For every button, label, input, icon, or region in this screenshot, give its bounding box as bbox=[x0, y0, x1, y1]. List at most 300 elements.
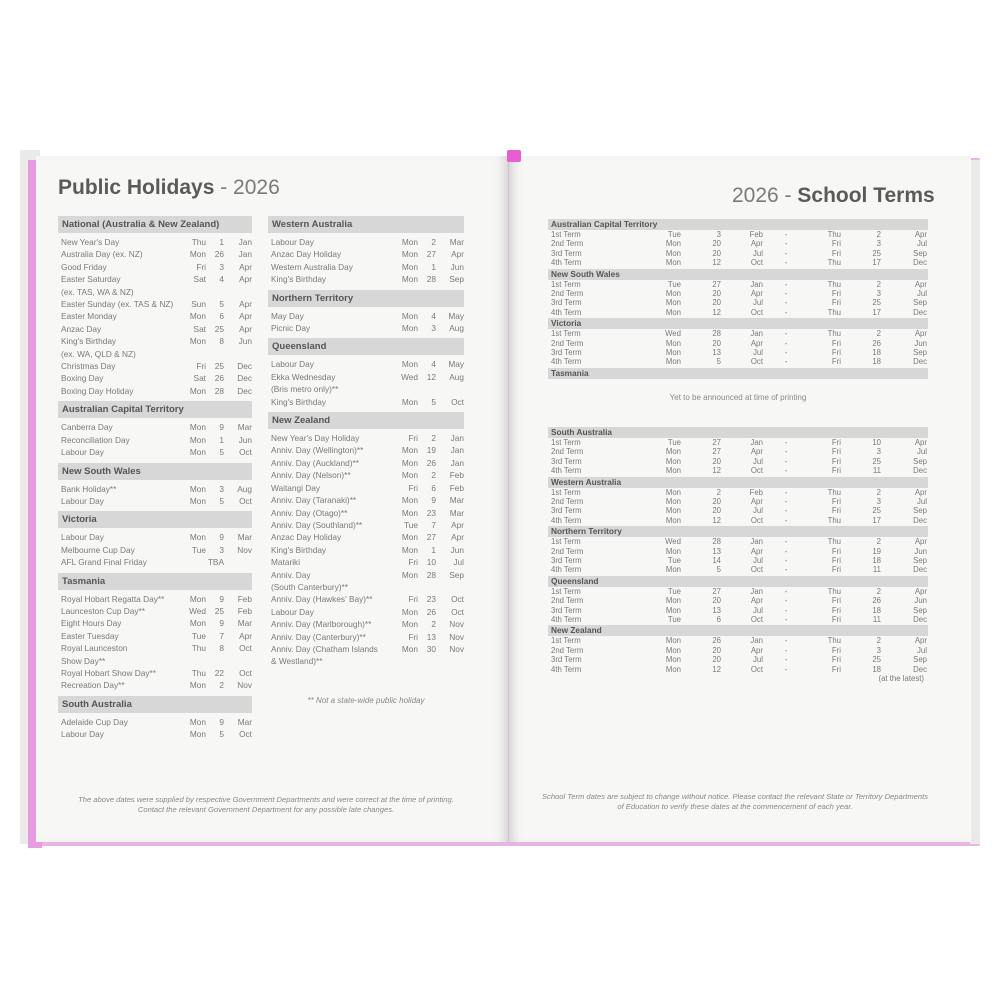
start-weekday: Mon bbox=[665, 248, 681, 258]
end-weekday: Fri bbox=[831, 466, 841, 476]
term-name: 3rd Term bbox=[551, 655, 582, 665]
term-name: 2nd Term bbox=[551, 645, 584, 655]
holiday-weekday: Fri bbox=[196, 361, 206, 372]
end-weekday: Fri bbox=[831, 664, 841, 674]
holiday-row bbox=[58, 531, 252, 543]
holiday-row bbox=[58, 298, 252, 310]
holiday-name: Easter Sunday (ex. TAS & NZ) bbox=[61, 299, 174, 310]
holiday-weekday: Mon bbox=[401, 507, 418, 518]
holiday-row bbox=[58, 446, 252, 458]
term-row bbox=[548, 565, 928, 574]
holiday-name: Anzac Day bbox=[61, 323, 102, 334]
holiday-row bbox=[58, 248, 252, 260]
start-month: Jan bbox=[750, 329, 763, 339]
section-header: Western Australia bbox=[268, 216, 464, 233]
term-row bbox=[548, 357, 928, 366]
holiday-weekday: Mon bbox=[401, 470, 418, 481]
holiday-date: 2 bbox=[219, 680, 224, 691]
holiday-weekday: Fri bbox=[196, 261, 206, 272]
holiday-row bbox=[268, 631, 464, 643]
holiday-row bbox=[268, 457, 464, 469]
start-date: 20 bbox=[712, 248, 721, 258]
holiday-weekday: Wed bbox=[401, 371, 418, 382]
end-date: 18 bbox=[872, 605, 881, 615]
holiday-row bbox=[58, 556, 252, 568]
holiday-name: King's Birthday (ex. WA, QLD & NZ) bbox=[61, 336, 136, 359]
start-date: 20 bbox=[712, 338, 721, 348]
holiday-row bbox=[268, 494, 464, 506]
title-bold: Public Holidays bbox=[58, 176, 215, 199]
holiday-month: Apr bbox=[239, 261, 252, 272]
term-name: 1st Term bbox=[551, 586, 581, 596]
holiday-month: Jan bbox=[450, 445, 464, 456]
holiday-row bbox=[58, 593, 252, 605]
start-weekday: Mon bbox=[665, 348, 681, 358]
end-weekday: Fri bbox=[831, 565, 841, 575]
holiday-row bbox=[58, 617, 252, 629]
term-row bbox=[548, 596, 928, 605]
term-name: 4th Term bbox=[551, 565, 582, 575]
holiday-name: Anzac Day Holiday bbox=[271, 249, 342, 260]
dash: - bbox=[784, 348, 788, 358]
holiday-row bbox=[268, 310, 464, 322]
holiday-date: 8 bbox=[219, 336, 224, 347]
section-header: Tasmania bbox=[58, 573, 252, 590]
start-weekday: Mon bbox=[665, 596, 681, 606]
term-row bbox=[548, 348, 928, 357]
holiday-date: 23 bbox=[426, 594, 436, 605]
holiday-month: Nov bbox=[449, 643, 464, 654]
holiday-name: Labour Day bbox=[61, 447, 104, 458]
holiday-row bbox=[58, 544, 252, 556]
end-date: 17 bbox=[872, 307, 881, 317]
holiday-date: 27 bbox=[426, 249, 436, 260]
term-name: 4th Term bbox=[551, 466, 582, 476]
holiday-row bbox=[58, 360, 252, 372]
end-month: Apr bbox=[914, 437, 927, 447]
holiday-name: Royal Launceston Show Day** bbox=[61, 643, 128, 666]
dash: - bbox=[784, 537, 788, 547]
region-header: Queensland bbox=[548, 576, 928, 587]
start-weekday: Mon bbox=[665, 298, 681, 308]
dash: - bbox=[784, 248, 788, 258]
end-weekday: Thu bbox=[827, 586, 841, 596]
holiday-name: Adelaide Cup Day bbox=[61, 716, 128, 727]
term-row bbox=[548, 280, 928, 289]
holiday-date: 2 bbox=[431, 619, 436, 630]
holiday-month: Dec bbox=[237, 361, 252, 372]
holiday-date: 25 bbox=[214, 605, 224, 616]
start-weekday: Mon bbox=[665, 645, 681, 655]
holiday-date: 9 bbox=[219, 716, 224, 727]
end-weekday: Thu bbox=[827, 279, 841, 289]
term-name: 1st Term bbox=[551, 329, 581, 339]
holiday-month: Aug bbox=[237, 483, 252, 494]
holiday-month: Aug bbox=[449, 371, 464, 382]
dash: - bbox=[784, 338, 788, 348]
title-sep: - bbox=[214, 176, 234, 199]
end-month: Apr bbox=[914, 487, 927, 497]
start-month: Oct bbox=[750, 565, 763, 575]
holiday-name: New Year's Day Holiday bbox=[271, 433, 360, 444]
section-header: National (Australia & New Zealand) bbox=[58, 216, 252, 233]
holiday-date: 9 bbox=[219, 422, 224, 433]
holiday-date: 6 bbox=[431, 482, 436, 493]
term-row bbox=[548, 506, 928, 515]
holiday-date: 23 bbox=[426, 507, 436, 518]
holiday-name: May Day bbox=[271, 310, 304, 321]
dash: - bbox=[784, 586, 788, 596]
end-month: Apr bbox=[914, 636, 927, 646]
start-weekday: Mon bbox=[665, 655, 681, 665]
title-year: 2026 bbox=[233, 176, 280, 199]
holiday-row bbox=[58, 667, 252, 679]
holiday-weekday: Mon bbox=[401, 323, 418, 334]
holiday-row bbox=[268, 396, 464, 408]
end-month: Jul bbox=[917, 289, 927, 299]
region-header: Victoria bbox=[548, 318, 928, 329]
holiday-date: 2 bbox=[431, 433, 436, 444]
term-name: 1st Term bbox=[551, 537, 581, 547]
end-date: 18 bbox=[872, 664, 881, 674]
end-date: 18 bbox=[872, 357, 881, 367]
holiday-weekday: Thu bbox=[191, 237, 206, 247]
term-name: 1st Term bbox=[551, 230, 581, 239]
holiday-date: 7 bbox=[431, 519, 436, 530]
holiday-weekday: Mon bbox=[189, 532, 206, 543]
term-name: 4th Term bbox=[551, 258, 582, 268]
holiday-month: Nov bbox=[449, 619, 464, 630]
holiday-month: Oct bbox=[239, 729, 252, 740]
holiday-month: Mar bbox=[237, 532, 252, 543]
term-row bbox=[548, 289, 928, 298]
dash: - bbox=[784, 506, 788, 516]
holiday-weekday: Tue bbox=[404, 519, 418, 530]
dash: - bbox=[784, 456, 788, 466]
end-date: 2 bbox=[876, 279, 881, 289]
start-date: 13 bbox=[712, 605, 721, 615]
start-weekday: Mon bbox=[665, 506, 681, 516]
region-header: Western Australia bbox=[548, 477, 928, 488]
term-name: 3rd Term bbox=[551, 456, 582, 466]
start-weekday: Wed bbox=[665, 329, 681, 339]
holiday-date: 5 bbox=[219, 495, 224, 506]
holiday-weekday: Wed bbox=[189, 605, 206, 616]
end-weekday: Fri bbox=[831, 456, 841, 466]
holiday-month: Feb bbox=[449, 482, 464, 493]
end-date: 2 bbox=[876, 586, 881, 596]
section-header: South Australia bbox=[58, 696, 252, 713]
term-name: 2nd Term bbox=[551, 239, 584, 249]
holiday-date: 4 bbox=[219, 274, 224, 285]
holiday-month: Oct bbox=[451, 396, 464, 407]
holiday-name: Boxing Day bbox=[61, 373, 104, 384]
start-weekday: Mon bbox=[665, 307, 681, 317]
holiday-weekday: Mon bbox=[401, 495, 418, 506]
start-weekday: Mon bbox=[665, 447, 681, 457]
start-month: Jan bbox=[750, 279, 763, 289]
holiday-month: Oct bbox=[239, 495, 252, 506]
dash: - bbox=[784, 466, 788, 476]
end-date: 3 bbox=[876, 447, 881, 457]
start-weekday: Mon bbox=[665, 338, 681, 348]
holiday-row bbox=[268, 358, 464, 370]
region-header: Australian Capital Territory bbox=[548, 219, 928, 230]
start-month: Jul bbox=[753, 456, 763, 466]
end-date: 17 bbox=[872, 515, 881, 525]
holiday-row bbox=[58, 421, 252, 433]
holiday-date: 1 bbox=[431, 261, 436, 272]
start-weekday: Tue bbox=[667, 437, 681, 447]
holiday-date: 3 bbox=[219, 483, 224, 494]
holiday-date: 3 bbox=[219, 261, 224, 272]
holiday-weekday: Mon bbox=[189, 729, 206, 740]
holiday-month: Apr bbox=[239, 274, 252, 285]
holiday-weekday: Mon bbox=[401, 532, 418, 543]
end-weekday: Fri bbox=[831, 447, 841, 457]
start-date: 20 bbox=[712, 456, 721, 466]
holiday-month: Nov bbox=[237, 680, 252, 691]
end-weekday: Fri bbox=[831, 596, 841, 606]
school-terms-title bbox=[732, 184, 935, 208]
holiday-weekday: Fri bbox=[408, 631, 418, 642]
end-date: 2 bbox=[876, 537, 881, 547]
region-header: New Zealand bbox=[548, 625, 928, 636]
end-month: Jul bbox=[917, 239, 927, 249]
start-month: Apr bbox=[750, 447, 763, 457]
holiday-date: 2 bbox=[431, 470, 436, 481]
holidays-column-2 bbox=[268, 212, 464, 668]
term-row bbox=[548, 665, 928, 674]
end-date: 25 bbox=[872, 298, 881, 308]
start-date: 27 bbox=[712, 437, 721, 447]
start-date: 20 bbox=[712, 596, 721, 606]
term-name: 4th Term bbox=[551, 614, 582, 624]
term-row bbox=[548, 606, 928, 615]
start-month: Feb bbox=[749, 487, 763, 497]
holiday-name: Easter Monday bbox=[61, 311, 117, 322]
start-weekday: Mon bbox=[665, 664, 681, 674]
dash: - bbox=[784, 279, 788, 289]
term-name: 1st Term bbox=[551, 279, 581, 289]
holiday-weekday: Mon bbox=[401, 261, 418, 272]
dash: - bbox=[784, 437, 788, 447]
holiday-row bbox=[58, 630, 252, 642]
holiday-weekday: Mon bbox=[401, 396, 418, 407]
end-month: Jun bbox=[914, 338, 927, 348]
holiday-row bbox=[268, 236, 464, 248]
holiday-weekday: Mon bbox=[401, 445, 418, 456]
holiday-date: 4 bbox=[431, 359, 436, 370]
dash: - bbox=[784, 515, 788, 525]
holiday-row bbox=[58, 372, 252, 384]
holiday-date: 9 bbox=[219, 618, 224, 629]
end-month: Dec bbox=[913, 357, 927, 367]
holiday-month: Sep bbox=[449, 274, 464, 285]
term-row bbox=[548, 298, 928, 307]
holiday-name: Australia Day (ex. NZ) bbox=[61, 249, 143, 260]
holiday-month: Apr bbox=[451, 519, 464, 530]
holiday-weekday: Mon bbox=[189, 385, 206, 396]
end-date: 10 bbox=[872, 437, 881, 447]
end-date: 25 bbox=[872, 456, 881, 466]
holiday-name: Anniv. Day (Taranaki)** bbox=[271, 495, 357, 506]
holiday-date: 1 bbox=[431, 544, 436, 555]
holiday-name: Anzac Day Holiday bbox=[271, 532, 342, 543]
holiday-name: Bank Holiday** bbox=[61, 483, 117, 494]
holiday-name: Anniv. Day (Nelson)** bbox=[271, 470, 351, 481]
holiday-row bbox=[58, 605, 252, 617]
holiday-row bbox=[268, 519, 464, 531]
bookmark-ribbon bbox=[507, 150, 521, 162]
holiday-date: 26 bbox=[426, 606, 436, 617]
term-row bbox=[548, 488, 928, 497]
start-month: Oct bbox=[750, 614, 763, 624]
start-month: Apr bbox=[750, 496, 763, 506]
holiday-date: 1 bbox=[219, 237, 224, 247]
term-name: 2nd Term bbox=[551, 447, 584, 457]
start-weekday: Mon bbox=[665, 546, 681, 556]
holiday-weekday: Mon bbox=[401, 544, 418, 555]
holiday-month: Jun bbox=[238, 434, 252, 445]
end-date: 2 bbox=[876, 487, 881, 497]
holiday-row bbox=[58, 261, 252, 273]
end-date: 11 bbox=[872, 466, 881, 476]
holiday-name: Good Friday bbox=[61, 261, 107, 272]
region-header: Northern Territory bbox=[548, 526, 928, 537]
holiday-date: 5 bbox=[431, 396, 436, 407]
holiday-date: 8 bbox=[219, 643, 224, 654]
holiday-date: 19 bbox=[426, 445, 436, 456]
term-name: 1st Term bbox=[551, 437, 581, 447]
start-weekday: Tue bbox=[667, 555, 681, 565]
start-month: Apr bbox=[750, 239, 763, 249]
holiday-weekday: Fri bbox=[408, 482, 418, 493]
holiday-weekday: Mon bbox=[189, 249, 206, 260]
holiday-weekday: Mon bbox=[401, 606, 418, 617]
start-date: 13 bbox=[712, 348, 721, 358]
section-header: Northern Territory bbox=[268, 290, 464, 307]
holiday-weekday: Mon bbox=[401, 569, 418, 580]
tbc-note: Yet to be announced at time of printing bbox=[669, 392, 807, 402]
start-month: Feb bbox=[749, 230, 763, 239]
start-month: Apr bbox=[750, 596, 763, 606]
holiday-row bbox=[268, 371, 464, 396]
start-month: Jul bbox=[753, 555, 763, 565]
holiday-row bbox=[268, 432, 464, 444]
start-date: 3 bbox=[716, 230, 721, 239]
term-row bbox=[548, 537, 928, 546]
holiday-name: Launceston Cup Day** bbox=[61, 605, 145, 616]
dash: - bbox=[784, 555, 788, 565]
start-month: Jul bbox=[753, 248, 763, 258]
start-weekday: Mon bbox=[665, 605, 681, 615]
holiday-weekday: Sun bbox=[191, 299, 206, 310]
start-month: Jul bbox=[753, 348, 763, 358]
end-month: Jun bbox=[914, 546, 927, 556]
holiday-month: Jan bbox=[450, 457, 464, 468]
holiday-row bbox=[268, 261, 464, 273]
holiday-name: King's Birthday bbox=[271, 544, 327, 555]
holiday-weekday: Mon bbox=[401, 359, 418, 370]
end-weekday: Fri bbox=[831, 655, 841, 665]
end-weekday: Fri bbox=[831, 357, 841, 367]
holiday-weekday: Mon bbox=[189, 311, 206, 322]
holiday-weekday: Mon bbox=[189, 483, 206, 494]
holiday-row bbox=[58, 679, 252, 691]
term-row bbox=[548, 587, 928, 596]
end-weekday: Thu bbox=[827, 487, 841, 497]
start-month: Jan bbox=[750, 586, 763, 596]
section-header: Victoria bbox=[58, 511, 252, 528]
dash: - bbox=[784, 636, 788, 646]
section-header: New South Wales bbox=[58, 463, 252, 480]
dash: - bbox=[784, 655, 788, 665]
holiday-month: Feb bbox=[237, 605, 252, 616]
start-weekday: Mon bbox=[665, 466, 681, 476]
start-weekday: Mon bbox=[665, 239, 681, 249]
end-date: 3 bbox=[876, 239, 881, 249]
holiday-date: 22 bbox=[214, 667, 224, 678]
holiday-name: Labour Day bbox=[271, 606, 314, 617]
end-weekday: Fri bbox=[831, 248, 841, 258]
dash: - bbox=[784, 645, 788, 655]
holiday-row bbox=[268, 618, 464, 630]
end-date: 26 bbox=[872, 338, 881, 348]
end-weekday: Fri bbox=[831, 496, 841, 506]
holiday-name: Anniv. Day (Chatham Islands & Westland)** bbox=[271, 643, 378, 667]
end-month: Jul bbox=[917, 496, 927, 506]
holiday-weekday: Mon bbox=[401, 237, 418, 247]
end-month: Sep bbox=[913, 605, 927, 615]
start-date: 20 bbox=[712, 496, 721, 506]
term-row bbox=[548, 258, 928, 267]
holiday-date: 4 bbox=[431, 310, 436, 321]
end-weekday: Thu bbox=[827, 230, 841, 239]
end-date: 26 bbox=[872, 596, 881, 606]
holiday-date: 2 bbox=[431, 237, 436, 247]
term-row bbox=[548, 438, 928, 447]
end-month: Dec bbox=[913, 515, 927, 525]
holiday-date: 9 bbox=[431, 495, 436, 506]
start-weekday: Mon bbox=[665, 515, 681, 525]
end-weekday: Fri bbox=[831, 289, 841, 299]
holiday-date: 13 bbox=[426, 631, 436, 642]
holiday-name: Ekka Wednesday (Bris metro only)** bbox=[271, 371, 339, 395]
start-month: Jan bbox=[750, 437, 763, 447]
end-date: 25 bbox=[872, 506, 881, 516]
end-month: Dec bbox=[913, 307, 927, 317]
at-the-latest-note: (at the latest) bbox=[878, 674, 924, 683]
holiday-row bbox=[268, 531, 464, 543]
term-name: 2nd Term bbox=[551, 546, 584, 556]
end-weekday: Fri bbox=[831, 298, 841, 308]
start-date: 20 bbox=[712, 239, 721, 249]
holiday-date: 9 bbox=[219, 593, 224, 604]
holiday-row bbox=[268, 569, 464, 594]
term-row bbox=[548, 655, 928, 664]
end-weekday: Thu bbox=[827, 307, 841, 317]
dash: - bbox=[784, 298, 788, 308]
start-date: 27 bbox=[712, 447, 721, 457]
start-month: Oct bbox=[750, 258, 763, 268]
holiday-date: 27 bbox=[426, 532, 436, 543]
holiday-date: 5 bbox=[219, 447, 224, 458]
end-month: Sep bbox=[913, 456, 927, 466]
holiday-row bbox=[58, 728, 252, 740]
end-date: 17 bbox=[872, 258, 881, 268]
holiday-weekday: Sat bbox=[193, 274, 206, 285]
